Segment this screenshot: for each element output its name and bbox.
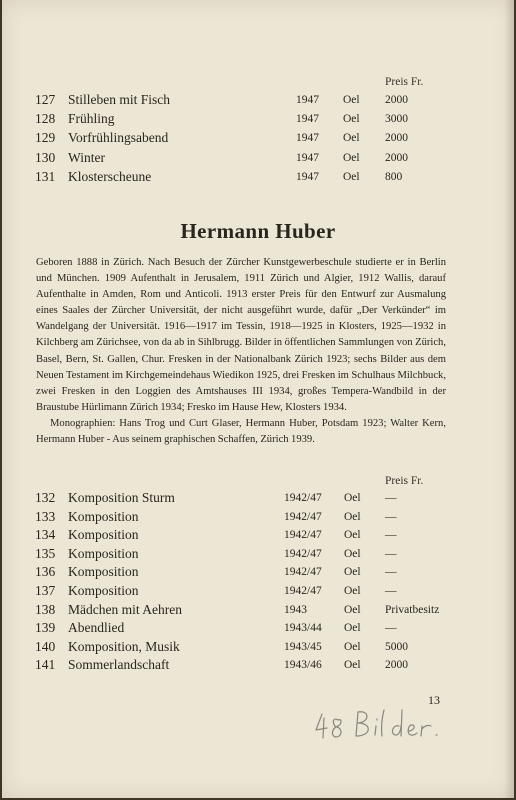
entry-number: 137	[35, 583, 56, 598]
catalog-entry-row	[2, 92, 514, 110]
entry-number: 131	[35, 168, 56, 184]
entry-number: 128	[35, 111, 56, 127]
entry-title: Klosterscheune	[68, 168, 152, 184]
entry-technique: Oel	[343, 94, 360, 106]
entry-number: 135	[35, 545, 56, 561]
entry-title: Mädchen mit Aehren	[68, 601, 182, 617]
entry-title: Komposition Sturm	[68, 490, 175, 505]
entry-technique: Oel	[344, 529, 361, 542]
catalog-entry-row	[2, 509, 514, 527]
entry-number: 132	[35, 490, 56, 505]
entry-technique: Oel	[344, 640, 361, 653]
entry-price: —	[385, 510, 397, 523]
catalog-entry-row	[2, 130, 514, 148]
catalog-entry-row	[2, 546, 514, 564]
entry-price: Privatbesitz	[385, 603, 440, 616]
catalog-entry-row	[2, 620, 514, 638]
entry-technique: Oel	[344, 622, 361, 635]
entry-year: 1943	[284, 603, 307, 616]
entry-number: 138	[35, 601, 56, 617]
entry-number: 134	[35, 527, 56, 543]
entry-price: 2000	[385, 151, 408, 164]
entry-title: Komposition	[68, 564, 139, 580]
entry-price: —	[385, 566, 397, 579]
artist-biography-block	[36, 255, 446, 448]
entry-technique: Oel	[343, 170, 360, 183]
entry-technique: Oel	[344, 585, 361, 597]
entry-title: Sommerlandschaft	[68, 657, 170, 673]
catalog-entry-row	[2, 657, 514, 675]
entry-title: Winter	[68, 149, 105, 165]
entry-year: 1942/47	[284, 566, 322, 579]
entry-year: 1942/47	[284, 510, 322, 523]
catalog-entry-row	[2, 490, 514, 508]
entry-price: 800	[385, 170, 403, 183]
catalog-entry-row	[2, 639, 514, 657]
entry-technique: Oel	[343, 113, 360, 126]
handwriting-image	[312, 704, 452, 746]
handwritten-pencil-note	[312, 704, 452, 746]
catalog-entry-row	[2, 583, 514, 601]
entry-year: 1943/46	[284, 659, 322, 672]
entry-technique: Oel	[344, 566, 361, 579]
entry-price: —	[385, 492, 397, 504]
entry-technique: Oel	[344, 659, 361, 672]
entry-title: Vorfrühlingsabend	[68, 130, 169, 146]
biography-text: Geboren 1888 in Zürich. Nach Besuch der Zürcher Kunstgewerbeschule studierte er in Berlin und München. 1909 Aufenthalt in Jerusalem, 1911 Zürich und Algier, 1912 Wallis, darauf Aufenthalte in Amden, Rom und Anticoli. 1913 erster Preis für den Entwurf zur Ausmalung eines Saales der Zürcher Universität, der nicht ausgeführt wurde, dafür „Der Verkünder“ im Wandelgang der Universität. 1916—1917 im Tessin, 1918—1925 in Klosters, 1925—1932 in Kilchberg am Zürichsee, von da ab in Sihlbrugg. Bilder in öffentlichen Sammlungen von Zürich, Basel, Bern, St. Gallen, Chur. Fresken in der Nationalbank Zürich 1923; sechs Bilder aus dem Neuen Testament im Kirchgemeindehaus Wiedikon 1925, drei Fresken im Schulhaus Milchbuck, zwei Fresken in den Loggien des Amtshauses III 1934, großes Tempera-Wandbild in der Braustube Hürlimann Zürich 1934; Fresko im Hause Hew, Klosters 1934.	[36, 257, 446, 413]
entry-year: 1947	[296, 132, 319, 145]
entry-year: 1947	[296, 151, 319, 164]
entry-technique: Oel	[344, 492, 361, 504]
entry-technique: Oel	[344, 603, 361, 616]
entry-technique: Oel	[343, 132, 360, 145]
price-column-header-bottom: Preis Fr.	[385, 475, 424, 487]
catalog-entry-row	[2, 169, 514, 187]
entry-price: 2000	[385, 132, 408, 145]
entry-technique: Oel	[344, 547, 361, 560]
entry-year: 1947	[296, 170, 319, 183]
entry-title: Komposition	[68, 527, 139, 543]
entry-price: 2000	[385, 94, 408, 106]
entry-price: 3000	[385, 113, 408, 126]
catalog-entry-row	[2, 602, 514, 620]
entry-title: Stilleben mit Fisch	[68, 92, 171, 107]
entry-price: —	[385, 529, 397, 542]
entry-number: 139	[35, 620, 56, 636]
entry-technique: Oel	[344, 510, 361, 523]
entry-year: 1942/47	[284, 529, 322, 542]
entry-number: 133	[35, 508, 56, 524]
monographs-text: Monographien: Hans Trog und Curt Glaser, Hermann Huber, Potsdam 1923; Walter Kern, Hermann Huber - Aus seinem graphischen Schaffen, Zürich 1939.	[36, 417, 446, 446]
entry-title: Komposition, Musik	[68, 638, 180, 654]
entry-number: 140	[35, 638, 56, 654]
entry-year: 1943/44	[284, 622, 322, 635]
price-column-header-top: Preis Fr.	[385, 76, 424, 88]
entry-price: —	[385, 585, 397, 597]
entry-title: Komposition	[68, 583, 139, 598]
entry-year: 1943/45	[284, 640, 322, 653]
entry-price: 2000	[385, 659, 408, 672]
entry-title: Komposition	[68, 545, 139, 561]
entry-year: 1942/47	[284, 492, 322, 504]
entry-year: 1947	[296, 113, 319, 126]
catalog-entry-row	[2, 150, 514, 168]
catalog-entry-row	[2, 564, 514, 582]
catalog-page	[2, 0, 514, 798]
entry-title: Komposition	[68, 508, 139, 524]
entry-technique: Oel	[343, 151, 360, 164]
entry-number: 127	[35, 92, 56, 107]
entry-year: 1942/47	[284, 547, 322, 560]
catalog-entry-row	[2, 527, 514, 545]
entry-price: 5000	[385, 640, 408, 653]
entry-number: 129	[35, 130, 56, 146]
entry-number: 141	[35, 657, 56, 673]
entry-year: 1942/47	[284, 585, 322, 597]
page-number: 13	[428, 693, 440, 707]
entry-title: Frühling	[68, 111, 115, 127]
entry-price: —	[385, 622, 397, 635]
entry-number: 136	[35, 564, 56, 580]
entry-number: 130	[35, 149, 56, 165]
catalog-entry-row	[2, 111, 514, 129]
artist-heading: Hermann Huber	[180, 219, 336, 243]
entry-year: 1947	[296, 94, 319, 106]
entry-title: Abendlied	[68, 620, 125, 636]
entry-price: —	[385, 547, 397, 560]
